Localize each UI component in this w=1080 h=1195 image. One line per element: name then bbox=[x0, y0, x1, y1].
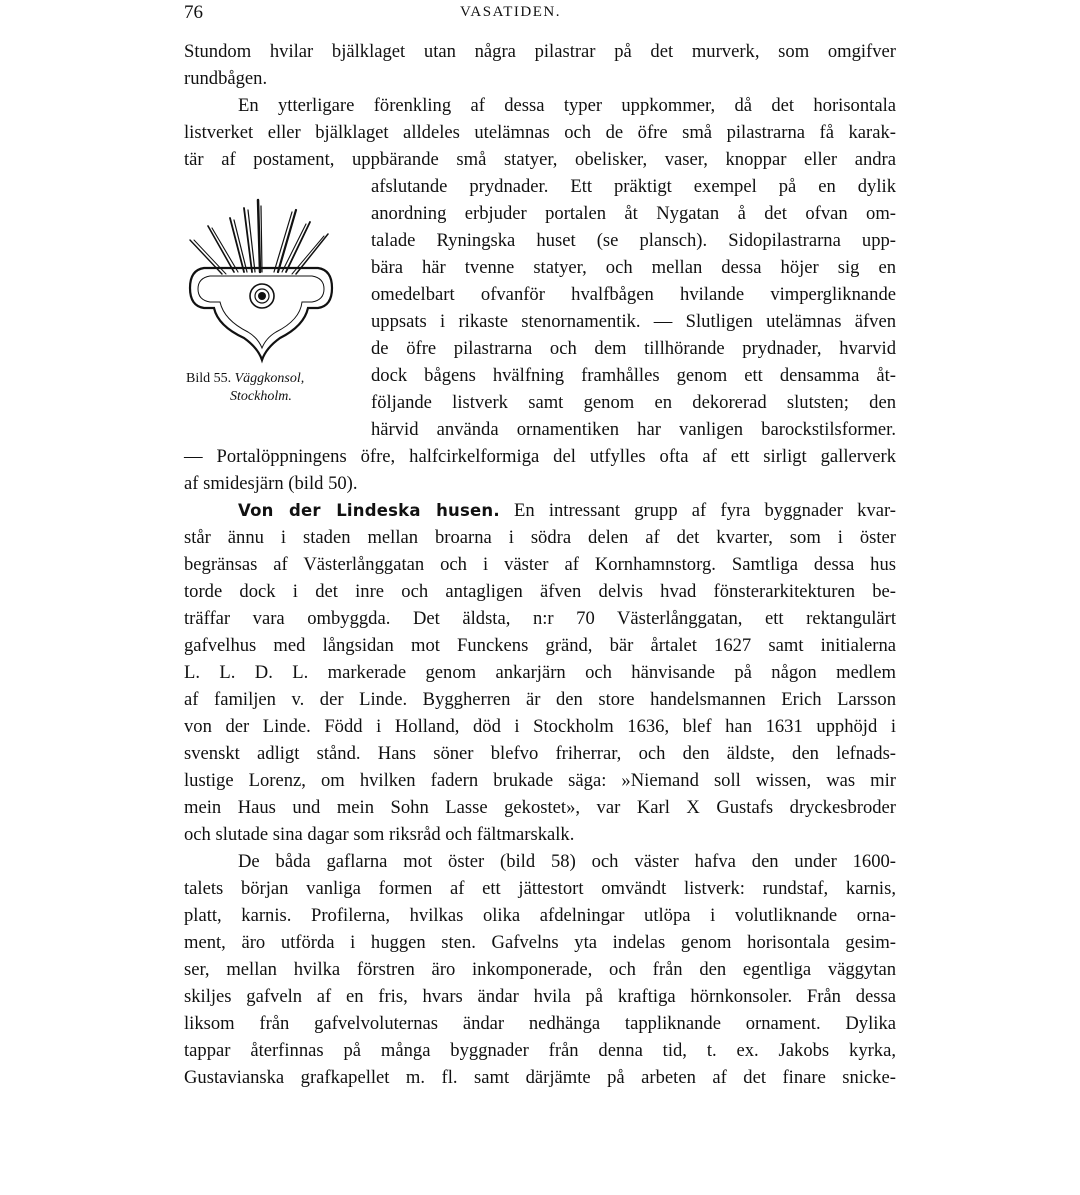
text-line: mein Haus und mein Sohn Lasse gekostet», var Karl X Gustafs dryckesbroder bbox=[184, 797, 896, 818]
text-line: dock bågens hvälfning framhålles genom ett densamma åt- bbox=[371, 365, 896, 386]
text-line: begränsas af Västerlånggatan och i väster af Kornhamnstorg. Samtliga dessa hus bbox=[184, 554, 896, 575]
text-line: ment, äro utförda i huggen sten. Gafvelns yta indelas genom horisontala gesim- bbox=[184, 932, 896, 953]
text-line: L. L. D. L. markerade genom ankarjärn och hänvisande på någon medlem bbox=[184, 662, 896, 683]
section-heading-line bbox=[184, 497, 896, 524]
text-line: listverket eller bjälklaget alldeles utelämnas och de öfre små pilastrarna få karak- bbox=[184, 122, 896, 143]
text-block-top bbox=[184, 38, 896, 173]
figure-caption bbox=[186, 370, 351, 406]
text-line: bära här tvenne statyer, och mellan dessa höjer sig en bbox=[371, 257, 896, 278]
text-line: talets början vanliga formen af ett jättestort omvändt listverk: rundstaf, karnis, bbox=[184, 878, 896, 899]
text-line: gafvelhus med långsidan mot Funckens gränd, bär årtalet 1627 samt initialerna bbox=[184, 635, 896, 656]
text-line: lustige Lorenz, om hvilken fadern brukade säga: »Niemand soll wissen, was mir bbox=[184, 770, 896, 791]
caption-line: Bild 55. Väggkonsol, bbox=[186, 371, 305, 386]
running-title: VASATIDEN. bbox=[460, 4, 561, 20]
text-line: träffar vara ombyggda. Det äldsta, n:r 70 Västerlånggatan, ett rektangulärt bbox=[184, 608, 896, 629]
text-line: — Portalöppningens öfre, halfcirkelformiga del utfylles ofta af ett sirligt gallerverk bbox=[184, 446, 896, 467]
text-line: platt, karnis. Profilerna, hvilkas olika afdelningar utlöpa i volutliknande orna- bbox=[184, 905, 896, 926]
text-line: talade Ryningska huset (se plansch). Sidopilastrarna upp- bbox=[371, 230, 896, 251]
text-line: rundbågen. bbox=[184, 68, 268, 89]
text-line: af smidesjärn (bild 50). bbox=[184, 473, 358, 494]
text-line: omedelbart ofvanför hvalfbågen hvilande vimpergliknande bbox=[371, 284, 896, 305]
caption-place: Stockholm. bbox=[230, 389, 292, 404]
text-block-bottom bbox=[184, 443, 896, 1091]
text-line: uppsats i rikaste stenornamentik. — Slutligen utelämnas äfven bbox=[371, 311, 896, 332]
text-line: ser, mellan hvilka förstren äro inkomponerade, och från den egentliga väggytan bbox=[184, 959, 896, 980]
text-line: Stundom hvilar bjälklaget utan några pilastrar på det murverk, som omgifver bbox=[184, 41, 896, 62]
text-line: anordning erbjuder portalen åt Nygatan å det ofvan om- bbox=[371, 203, 896, 224]
text-line: svenskt adligt stånd. Hans söner blefvo friherrar, och den äldste, den lefnads- bbox=[184, 743, 896, 764]
text-line: härvid använda ornamentiken har vanligen barockstilsformer. bbox=[371, 419, 896, 440]
page-number: 76 bbox=[184, 2, 203, 23]
text-line: följande listverk samt genom en dekorerad slutsten; den bbox=[371, 392, 896, 413]
text-line: står ännu i staden mellan broarna i södra delen af det kvarter, som i öster bbox=[184, 527, 896, 548]
text-line: torde dock i det inre och antagligen äfven delvis hvad fönsterarkitekturen be- bbox=[184, 581, 896, 602]
text-line: de öfre pilastrarna och dem tillhörande prydnader, hvarvid bbox=[371, 338, 896, 359]
text-line: En ytterligare förenkling af dessa typer uppkommer, då det horisontala bbox=[238, 95, 896, 116]
text-line: Gustavianska grafkapellet m. fl. samt därjämte på arbeten af det finare snicke- bbox=[184, 1067, 896, 1088]
text-line: tappar återfinnas på många byggnader från denna tid, t. ex. Jakobs kyrka, bbox=[184, 1040, 896, 1061]
text-line: af familjen v. der Linde. Byggherren är den store handelsmannen Erich Larsson bbox=[184, 689, 896, 710]
text-line: De båda gaflarna mot öster (bild 58) och väster hafva den under 1600- bbox=[238, 851, 896, 872]
wall-console-illustration bbox=[186, 196, 334, 366]
text-line: afslutande prydnader. Ett präktigt exempel på en dylik bbox=[371, 176, 896, 197]
text-line: liksom från gafvelvoluternas ändar nedhänga tappliknande ornament. Dylika bbox=[184, 1013, 896, 1034]
text-fragment: En intressant grupp af fyra byggnader kvar- bbox=[499, 500, 896, 521]
text-line: skiljes gafveln af en fris, hvars ändar hvila på kraftiga hörnkonsoler. Från dessa bbox=[184, 986, 896, 1007]
section-heading: Von der Lindeska husen. bbox=[238, 501, 500, 520]
text-line: von der Linde. Född i Holland, död i Stockholm 1636, blef han 1631 upphöjd i bbox=[184, 716, 896, 737]
text-line: tär af postament, uppbärande små statyer, obelisker, vaser, knoppar eller andra bbox=[184, 149, 896, 170]
text-line: och slutade sina dagar som riksråd och fältmarskalk. bbox=[184, 824, 575, 845]
